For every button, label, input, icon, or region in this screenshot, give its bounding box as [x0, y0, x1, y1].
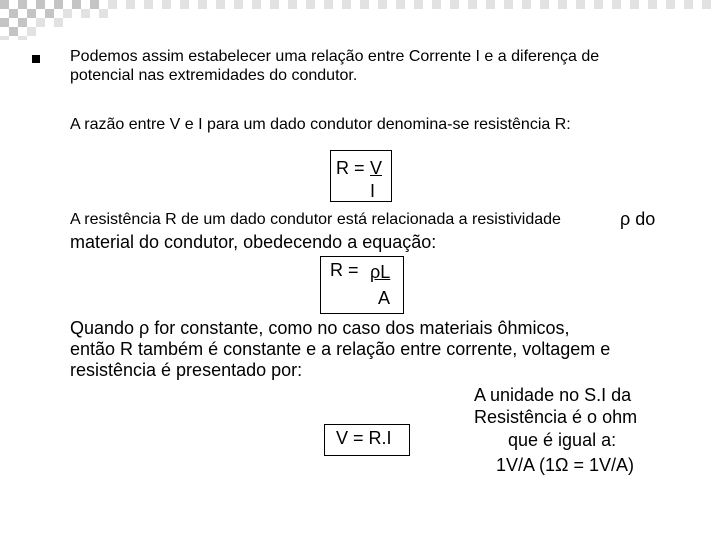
constante-text-line3: resistência é presentado por:	[70, 360, 303, 380]
constante-text-line2: então R também é constante e a relação entre corrente, voltagem e	[70, 339, 611, 359]
bullet-text-line2: potencial nas extremidades do condutor.	[70, 67, 358, 84]
unidade-line1: A unidade no S.I da	[474, 385, 632, 405]
resistividade-rho: ρ do	[620, 209, 656, 229]
formula2-numerator: ρL	[370, 262, 391, 282]
bullet-square-icon	[32, 55, 40, 63]
formula1-left: R =	[336, 158, 365, 178]
bullet-text-line1: Podemos assim estabelecer uma relação entre Corrente I e a diferença de	[70, 48, 600, 65]
formula2-denominator: A	[378, 288, 391, 308]
formula1-numerator: V	[370, 158, 383, 178]
resistividade-text-line2: material do condutor, obedecendo a equação:	[70, 232, 437, 252]
razao-text: A razão entre V e I para um dado condutor denomina-se resistência R:	[70, 116, 571, 133]
unidade-line4: 1V/A (1Ω = 1V/A)	[496, 455, 635, 475]
formula1-denominator: I	[370, 181, 376, 201]
constante-text-line1: Quando ρ for constante, como no caso dos materiais ôhmicos,	[70, 318, 570, 338]
formula2-left: R =	[330, 260, 359, 280]
resistividade-text-line1: A resistência R de um dado condutor está relacionada a resistividade	[70, 211, 561, 228]
unidade-line3: que é igual a:	[508, 430, 617, 450]
unidade-line2: Resistência é o ohm	[474, 407, 638, 427]
formula3-text: V = R.I	[336, 428, 392, 448]
checkered-header-pattern	[0, 0, 720, 40]
